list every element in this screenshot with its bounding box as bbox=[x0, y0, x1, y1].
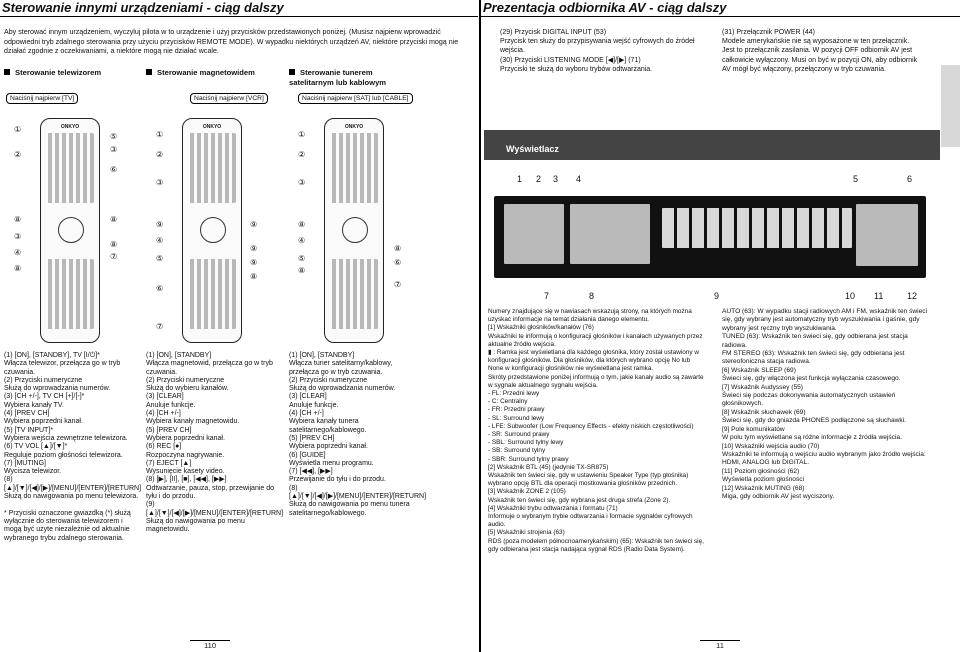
callout-icon: ⑦ bbox=[110, 252, 118, 261]
remote-brand: ONKYO bbox=[202, 124, 222, 130]
display-callout: 1 bbox=[517, 174, 523, 184]
callout-icon: ④ bbox=[298, 236, 306, 245]
remote-illustration-sat bbox=[324, 118, 384, 343]
callout-icon: ② bbox=[156, 150, 164, 159]
callout-icon: ⑥ bbox=[394, 258, 402, 267]
remote-illustration-tv bbox=[40, 118, 100, 343]
callout-icon: ⑧ bbox=[110, 215, 118, 224]
section-title-vcr: Sterowanie magnetowidem bbox=[146, 68, 276, 78]
display-callout: 12 bbox=[907, 291, 918, 301]
section-title-sat: Sterowanie tunerem satelitarnym lub kablowym bbox=[289, 68, 387, 87]
display-callout: 9 bbox=[714, 291, 720, 301]
page-number-right: 11 bbox=[700, 640, 740, 650]
display-callout: 5 bbox=[853, 174, 859, 184]
remote-brand: ONKYO bbox=[60, 124, 80, 130]
page-divider bbox=[479, 0, 481, 652]
right-top-text-2: (31) Przełącznik POWER (44) Modele amerykańskie nie są wyposażone w ten przełącznik. Jest to przełącznik zasilania. W pozycji OFF odbiornik AV jest całkowicie wyłączony. Musi on być w pozycji ON, aby odbiornik AV mógł być włączony, przełączony w tryb czuwania. bbox=[722, 29, 918, 73]
callout-icon: ⑦ bbox=[394, 280, 402, 289]
callout-icon: ⑥ bbox=[110, 165, 118, 174]
display-callout: 8 bbox=[589, 291, 595, 301]
callout-icon: ⑧ bbox=[14, 215, 22, 224]
right-page-title: Prezentacja odbiornika AV - ciąg dalszy bbox=[480, 0, 960, 17]
sat-button-list: (1) [ON], [STANDBY] Włącza tuner satelitarny/kablowy, przełącza go w tryb czuwania. (2) Przyciski numeryczne Służą do wprowadzania numerów. (3) [CLEAR] Anuluje funkcje. (4) [CH +/-] Wybiera kanały tunera satelitarnego/kablowego. (5) [PREV CH] Wybiera poprzedni kanał. (6) [GUIDE] Wyświetla menu programu. (7) [◀◀], [▶▶] Przewijanie do tyłu i do przodu. (8) [▲]/[▼]/[◀]/[▶]/[MENU]/[ENTER]/[RETURN] Służą do nawigowania po menu tunera satelitarnego/kablowego. bbox=[289, 352, 427, 517]
callout-icon: ② bbox=[298, 150, 306, 159]
display-callout: 11 bbox=[874, 291, 884, 301]
callout-icon: ⑨ bbox=[250, 244, 258, 253]
callout-icon: ③ bbox=[156, 178, 164, 187]
page-number-left: 110 bbox=[190, 640, 230, 650]
press-first-tv: Naciśnij najpierw [TV] bbox=[6, 93, 78, 104]
display-callout: 3 bbox=[553, 174, 559, 184]
page-tab bbox=[941, 65, 960, 147]
callout-icon: ③ bbox=[14, 232, 22, 241]
tv-button-list: (1) [ON], [STANDBY], TV [I/⏻]* Włącza telewizor, przełącza go w tryb czuwania. (2) Przyciski numeryczne Służą do wprowadzania numerów. (3) [CH +/-], TV CH [+]/[-]* Wybiera kanały TV. (4) [PREV CH] Wybiera poprzedni kanał. (5) [TV INPUT]* Wybiera wejścia zewnętrzne telewizora. (6) TV VOL [▲]/[▼]* Reguluje poziom głośności telewizora. (7) [MUTING] Wycisza telewizor. (8) [▲]/[▼]/[◀]/[▶]/[MENU]/[ENTER]/[RETURN] Służą do nawigowania po menu telewizora. * Przyciski oznaczone gwiazdką (*) służą wyłącznie do sterowania telewizorem i mogą być użyte niezależnie od aktualnie wybranego trybu zdalnego sterowania. bbox=[4, 352, 142, 542]
remote-illustration-vcr bbox=[182, 118, 242, 343]
callout-icon: ④ bbox=[14, 248, 22, 257]
callout-icon: ① bbox=[156, 130, 164, 139]
press-first-sat: Naciśnij najpierw [SAT] lub [CABLE] bbox=[298, 93, 413, 104]
callout-icon: ⑨ bbox=[250, 258, 258, 267]
press-first-vcr: Naciśnij najpierw [VCR] bbox=[190, 93, 268, 104]
callout-icon: ① bbox=[14, 125, 22, 134]
right-top-text-1: (29) Przycisk DIGITAL INPUT (53) Przycisk ten służy do przypisywania wejść cyfrowych do źródeł wejścia. (30) Przyciski LISTENING MODE [◀]/[▶] (71) Przyciski te służą do wyboru trybów odtwarzania. bbox=[500, 29, 695, 73]
callout-icon: ③ bbox=[298, 178, 306, 187]
display-callout: 6 bbox=[907, 174, 913, 184]
callout-icon: ⑧ bbox=[298, 266, 306, 275]
callout-icon: ⑧ bbox=[250, 272, 258, 281]
callout-icon: ⑦ bbox=[156, 322, 164, 331]
display-callout: 2 bbox=[536, 174, 542, 184]
display-indicator-descriptions: Numery znajdujące się w nawiasach wskazują strony, na których można uzyskać informacje na temat działania danego elementu. [1] Wskaźniki głośników/kanałów (76) Wskaźniki te informują o konfiguracji głośników i kanałach używanych przez aktualne źródło wejścia. ▮ : Ramka jest wyświetlana dla każdego głośnika, który został ustawiony w konfiguracji głośników. Dla głośników, dla których wybrano opcję No lub None w konfiguracji głośników nie wyświetlana jest ramka. Skróty przedstawione poniżej informują o tym, jakie kanały audio są zawarte w sygnale aktualnego sygnału wejścia. - FL: Przedni lewy - C: Centralny - FR: Przedni prawy - SL: Surround lewy - LFE: Subwoofer (Low Frequency Effects - efekty niskich częstotliwości) - SR: Surround prawy - SBL: Surround tylny lewy - SB: Surround tylny - SBR: Surround tylny prawy [2] Wskaźnik BTL (45) (jedynie TX-SR875) Wskaźnik ten świeci się, gdy w ustawieniu Speaker Type (typ głośnika) wybrano opcję BTL dla operacji mostkowania głośników przednich. [3] Wskaźnik ZONE 2 (105) Wskaźnik ten świeci się, gdy wybrana jest druga strefa (Zone 2). [4] Wskaźniki trybu odtwarzania i formatu (71) Informuje o wybranym trybie odtwarzania i formacie sygnałów cyfrowych audio. [5] Wskaźniki strojenia (63) RDS (poza modelem północnoamerykańskim) (65): Wskaźnik ten świeci się, gdy odbierana jest stacja nadająca sygnał RDS (Radio Data System). bbox=[488, 308, 704, 553]
callout-icon: ⑧ bbox=[394, 244, 402, 253]
display-header-band bbox=[484, 130, 940, 160]
display-callout: 10 bbox=[845, 291, 856, 301]
display-indicator-descriptions-continued: AUTO (63): W wypadku stacji radiowych AM i FM, wskaźnik ten świeci się, gdy wybrany jest automatyczny tryb wyszukiwania i gaśnie, gdy wybrany jest ręczny tryb wyszukiwania. TUNED (63): Wskaźnik ten świeci się, gdy odbierana jest stacja radiowa. FM STEREO (63): Wskaźnik ten świeci się, gdy odbierana jest stereofoniczna stacja radiowa. [6] Wskaźnik SLEEP (69) Świeci się, gdy włączona jest funkcja wyłączania czasowego. [7] Wskaźnik Audyssey (55) Świeci się podczas dokonywania automatycznych ustawień głośnikowych. [8] Wskaźnik słuchawek (69) Świeci się, gdy do gniazda PHONES podłączone są słuchawki. [9] Pole komunikatów W polu tym wyświetlane są różne informacje z źródła wejścia. [10] Wskaźniki wejścia audio (70) Wskaźniki te informują o wejściu audio wybranym jako źródło wejścia: HDMI, ANALOG lub DIGITAL. [11] Poziom głośności (62) Wyświetla poziom głośności [12] Wskaźnik MUTING (68) Miga, gdy odbiornik AV jest wyciszony. bbox=[722, 308, 928, 500]
vcr-button-list: (1) [ON], [STANDBY] Włącza magnetowid, przełącza go w tryb czuwania. (2) Przyciski numeryczne Służą do wybieru kanałów. (3) [CLEAR] Anuluje funkcje. (4) [CH +/-] Wybiera kanały magnetowidu. (5) [PREV CH] Wybiera poprzedni kanał. (6) REC [●] Rozpoczyna nagrywanie. (7) EJECT [▲] Wysunięcie kasety video. (8) [▶], [II], [■], [◀◀], [▶▶] Odtwarzanie, pauza, stop, przewijanie do tyłu i do przodu. (9) [▲]/[▼]/[◀]/[▶]/[MENU]/[ENTER]/[RETURN] Służą do nawigowania po menu magnetowidu. bbox=[146, 352, 284, 534]
callout-icon: ⑤ bbox=[298, 254, 306, 263]
display-callout: 7 bbox=[544, 291, 550, 301]
callout-icon: ① bbox=[298, 130, 306, 139]
callout-icon: ⑧ bbox=[14, 264, 22, 273]
callout-icon: ⑨ bbox=[156, 220, 164, 229]
callout-icon: ② bbox=[14, 150, 22, 159]
callout-icon: ⑤ bbox=[156, 254, 164, 263]
callout-icon: ③ bbox=[110, 145, 118, 154]
display-title: Wyświetlacz bbox=[506, 144, 559, 154]
callout-icon: ⑨ bbox=[250, 220, 258, 229]
callout-icon: ⑥ bbox=[156, 284, 164, 293]
callout-icon: ⑧ bbox=[110, 240, 118, 249]
left-page-title: Sterowanie innymi urządzeniami - ciąg dalszy bbox=[0, 0, 478, 17]
remote-brand: ONKYO bbox=[344, 124, 364, 130]
callout-icon: ④ bbox=[156, 236, 164, 245]
section-title-tv: Sterowanie telewizorem bbox=[4, 68, 134, 78]
callout-icon: ⑤ bbox=[110, 132, 118, 141]
display-callout: 4 bbox=[576, 174, 582, 184]
intro-text: Aby sterować innym urządzeniem, wyczyluj pilota w to urządzenie i użyj przycisków przedstawionych poniżej. (Musisz najpierw wprowadzić odpowiedni tryb zdalnego sterowania przy użyciu przycisków REMOTE MODE). W wypadku niektórych urządzeń AV, niektóre przyciski mogą nie działać zgodnie z oczekiwaniami, a niektóre mogą nie działać wcale. bbox=[4, 28, 459, 55]
front-display-illustration bbox=[494, 196, 926, 278]
callout-icon: ⑧ bbox=[298, 220, 306, 229]
